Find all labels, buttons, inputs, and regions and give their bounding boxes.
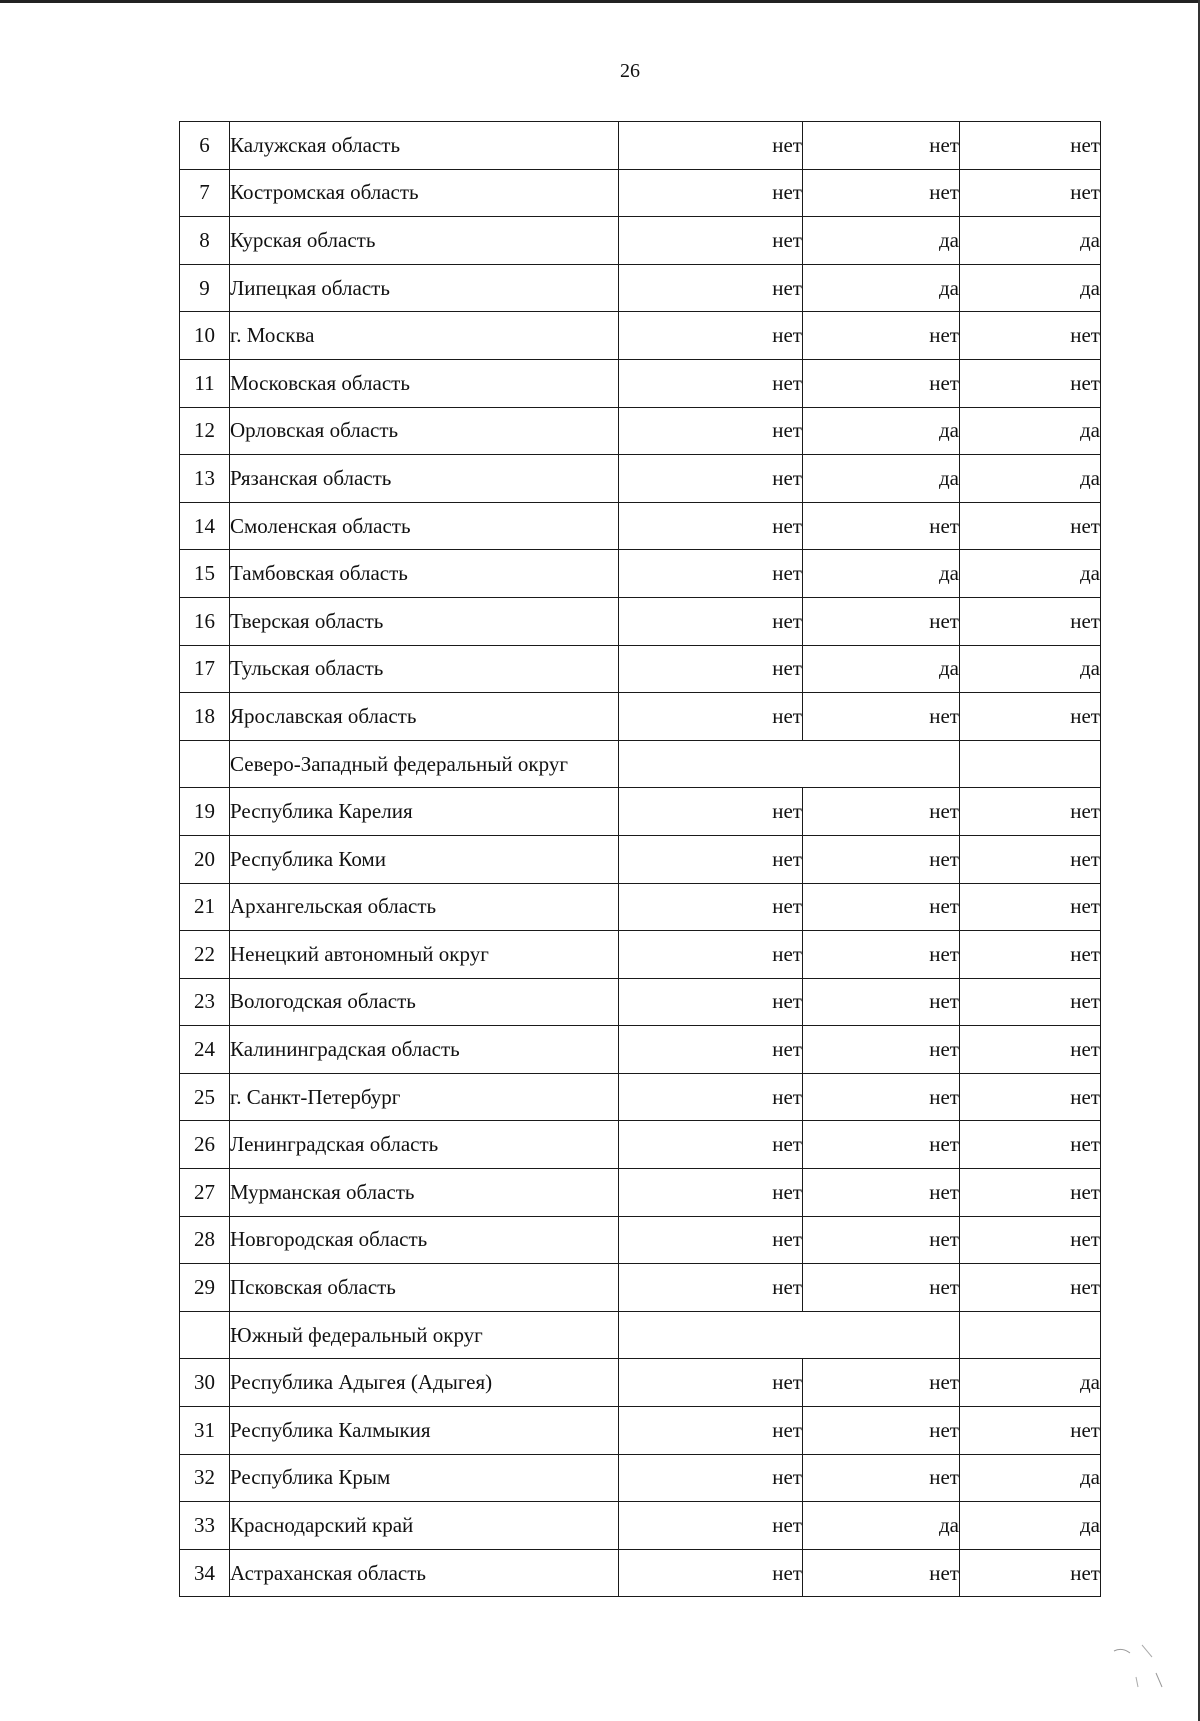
value-cell-3: нет bbox=[960, 169, 1101, 217]
section-empty-cell bbox=[619, 1311, 960, 1359]
regions-table bbox=[179, 121, 1101, 1597]
region-name: Тамбовская область bbox=[230, 550, 619, 598]
table-row bbox=[180, 502, 1101, 550]
value-cell-3: нет bbox=[960, 693, 1101, 741]
row-number: 25 bbox=[180, 1073, 230, 1121]
value-cell-1: нет bbox=[619, 978, 803, 1026]
region-name: Астраханская область bbox=[230, 1549, 619, 1597]
value-cell-2: да bbox=[803, 264, 960, 312]
value-cell-2: нет bbox=[803, 1264, 960, 1312]
value-cell-1: нет bbox=[619, 312, 803, 360]
row-number: 34 bbox=[180, 1549, 230, 1597]
region-name: Ненецкий автономный округ bbox=[230, 931, 619, 979]
table-row bbox=[180, 883, 1101, 931]
value-cell-2: нет bbox=[803, 835, 960, 883]
row-number: 19 bbox=[180, 788, 230, 836]
row-number: 31 bbox=[180, 1407, 230, 1455]
region-name: Ярославская область bbox=[230, 693, 619, 741]
section-empty-cell bbox=[619, 740, 960, 788]
table-row bbox=[180, 788, 1101, 836]
value-cell-1: нет bbox=[619, 597, 803, 645]
value-cell-1: нет bbox=[619, 455, 803, 503]
value-cell-1: нет bbox=[619, 931, 803, 979]
value-cell-3: нет bbox=[960, 122, 1101, 170]
value-cell-2: да bbox=[803, 550, 960, 598]
value-cell-2: нет bbox=[803, 1169, 960, 1217]
value-cell-2: нет bbox=[803, 122, 960, 170]
value-cell-1: нет bbox=[619, 835, 803, 883]
table-row bbox=[180, 1407, 1101, 1455]
value-cell-2: нет bbox=[803, 788, 960, 836]
value-cell-2: нет bbox=[803, 978, 960, 1026]
value-cell-3: да bbox=[960, 407, 1101, 455]
section-title: Северо-Западный федеральный округ bbox=[230, 740, 619, 788]
row-number: 16 bbox=[180, 597, 230, 645]
row-number: 29 bbox=[180, 1264, 230, 1312]
page-number: 26 bbox=[620, 60, 640, 82]
value-cell-3: нет bbox=[960, 788, 1101, 836]
table-row bbox=[180, 693, 1101, 741]
value-cell-3: да bbox=[960, 645, 1101, 693]
row-number: 21 bbox=[180, 883, 230, 931]
value-cell-3: да bbox=[960, 1359, 1101, 1407]
value-cell-2: нет bbox=[803, 1073, 960, 1121]
region-name: Республика Карелия bbox=[230, 788, 619, 836]
value-cell-3: да bbox=[960, 1454, 1101, 1502]
value-cell-2: нет bbox=[803, 1454, 960, 1502]
row-number: 32 bbox=[180, 1454, 230, 1502]
section-empty-cell bbox=[960, 740, 1101, 788]
value-cell-1: нет bbox=[619, 1454, 803, 1502]
table-row bbox=[180, 122, 1101, 170]
region-name: Курская область bbox=[230, 217, 619, 265]
region-name: Костромская область bbox=[230, 169, 619, 217]
table-row bbox=[180, 264, 1101, 312]
row-number: 27 bbox=[180, 1169, 230, 1217]
region-name: Республика Крым bbox=[230, 1454, 619, 1502]
row-number: 28 bbox=[180, 1216, 230, 1264]
section-number-cell bbox=[180, 1311, 230, 1359]
value-cell-1: нет bbox=[619, 1407, 803, 1455]
value-cell-2: нет bbox=[803, 1549, 960, 1597]
value-cell-3: нет bbox=[960, 312, 1101, 360]
value-cell-2: нет bbox=[803, 1407, 960, 1455]
table-row bbox=[180, 455, 1101, 503]
region-name: Смоленская область bbox=[230, 502, 619, 550]
value-cell-2: нет bbox=[803, 1121, 960, 1169]
value-cell-2: нет bbox=[803, 312, 960, 360]
value-cell-3: нет bbox=[960, 1121, 1101, 1169]
value-cell-1: нет bbox=[619, 1073, 803, 1121]
table-row bbox=[180, 931, 1101, 979]
section-empty-cell bbox=[960, 1311, 1101, 1359]
value-cell-3: нет bbox=[960, 502, 1101, 550]
value-cell-1: нет bbox=[619, 502, 803, 550]
value-cell-3: нет bbox=[960, 1216, 1101, 1264]
value-cell-2: нет bbox=[803, 597, 960, 645]
region-name: Краснодарский край bbox=[230, 1502, 619, 1550]
value-cell-2: нет bbox=[803, 169, 960, 217]
row-number: 12 bbox=[180, 407, 230, 455]
scan-artifact-mark bbox=[1112, 1643, 1172, 1693]
table-row bbox=[180, 1073, 1101, 1121]
region-name: Московская область bbox=[230, 359, 619, 407]
table-row bbox=[180, 407, 1101, 455]
value-cell-3: да bbox=[960, 264, 1101, 312]
value-cell-1: нет bbox=[619, 1026, 803, 1074]
row-number: 9 bbox=[180, 264, 230, 312]
region-name: Липецкая область bbox=[230, 264, 619, 312]
value-cell-2: нет bbox=[803, 1359, 960, 1407]
value-cell-1: нет bbox=[619, 788, 803, 836]
value-cell-1: нет bbox=[619, 1216, 803, 1264]
value-cell-1: нет bbox=[619, 645, 803, 693]
value-cell-2: нет bbox=[803, 931, 960, 979]
row-number: 8 bbox=[180, 217, 230, 265]
region-name: г. Санкт-Петербург bbox=[230, 1073, 619, 1121]
row-number: 30 bbox=[180, 1359, 230, 1407]
value-cell-3: нет bbox=[960, 931, 1101, 979]
value-cell-3: да bbox=[960, 1502, 1101, 1550]
value-cell-3: нет bbox=[960, 978, 1101, 1026]
value-cell-1: нет bbox=[619, 1169, 803, 1217]
table-row bbox=[180, 1502, 1101, 1550]
value-cell-1: нет bbox=[619, 1359, 803, 1407]
region-name: Псковская область bbox=[230, 1264, 619, 1312]
section-title: Южный федеральный округ bbox=[230, 1311, 619, 1359]
value-cell-1: нет bbox=[619, 264, 803, 312]
row-number: 24 bbox=[180, 1026, 230, 1074]
value-cell-1: нет bbox=[619, 169, 803, 217]
value-cell-2: нет bbox=[803, 1026, 960, 1074]
table-row bbox=[180, 1359, 1101, 1407]
region-name: Тверская область bbox=[230, 597, 619, 645]
region-name: г. Москва bbox=[230, 312, 619, 360]
region-name: Орловская область bbox=[230, 407, 619, 455]
row-number: 33 bbox=[180, 1502, 230, 1550]
value-cell-3: да bbox=[960, 455, 1101, 503]
value-cell-1: нет bbox=[619, 1264, 803, 1312]
table-row bbox=[180, 978, 1101, 1026]
value-cell-2: да bbox=[803, 1502, 960, 1550]
table-row bbox=[180, 1454, 1101, 1502]
value-cell-1: нет bbox=[619, 407, 803, 455]
section-row bbox=[180, 1311, 1101, 1359]
row-number: 7 bbox=[180, 169, 230, 217]
value-cell-3: нет bbox=[960, 1407, 1101, 1455]
value-cell-3: нет bbox=[960, 835, 1101, 883]
value-cell-2: нет bbox=[803, 883, 960, 931]
region-name: Мурманская область bbox=[230, 1169, 619, 1217]
row-number: 13 bbox=[180, 455, 230, 503]
region-name: Тульская область bbox=[230, 645, 619, 693]
table-row bbox=[180, 1216, 1101, 1264]
row-number: 17 bbox=[180, 645, 230, 693]
value-cell-3: нет bbox=[960, 883, 1101, 931]
section-number-cell bbox=[180, 740, 230, 788]
value-cell-1: нет bbox=[619, 883, 803, 931]
row-number: 20 bbox=[180, 835, 230, 883]
value-cell-3: нет bbox=[960, 1026, 1101, 1074]
region-name: Вологодская область bbox=[230, 978, 619, 1026]
table-row bbox=[180, 1169, 1101, 1217]
row-number: 6 bbox=[180, 122, 230, 170]
value-cell-1: нет bbox=[619, 693, 803, 741]
value-cell-1: нет bbox=[619, 1549, 803, 1597]
value-cell-2: нет bbox=[803, 502, 960, 550]
table-row bbox=[180, 1264, 1101, 1312]
row-number: 23 bbox=[180, 978, 230, 1026]
value-cell-2: нет bbox=[803, 1216, 960, 1264]
value-cell-3: нет bbox=[960, 597, 1101, 645]
table-row bbox=[180, 359, 1101, 407]
region-name: Республика Коми bbox=[230, 835, 619, 883]
region-name: Ленинградская область bbox=[230, 1121, 619, 1169]
regions-table-body bbox=[180, 122, 1101, 1597]
table-row bbox=[180, 169, 1101, 217]
value-cell-1: нет bbox=[619, 359, 803, 407]
section-row bbox=[180, 740, 1101, 788]
value-cell-3: нет bbox=[960, 1073, 1101, 1121]
value-cell-3: нет bbox=[960, 1549, 1101, 1597]
value-cell-3: да bbox=[960, 217, 1101, 265]
table-row bbox=[180, 1121, 1101, 1169]
region-name: Республика Адыгея (Адыгея) bbox=[230, 1359, 619, 1407]
table-row bbox=[180, 645, 1101, 693]
row-number: 18 bbox=[180, 693, 230, 741]
value-cell-1: нет bbox=[619, 122, 803, 170]
value-cell-1: нет bbox=[619, 550, 803, 598]
row-number: 11 bbox=[180, 359, 230, 407]
table-row bbox=[180, 835, 1101, 883]
table-row bbox=[180, 550, 1101, 598]
scan-edge-top bbox=[0, 0, 1200, 3]
value-cell-3: нет bbox=[960, 359, 1101, 407]
region-name: Республика Калмыкия bbox=[230, 1407, 619, 1455]
value-cell-1: нет bbox=[619, 217, 803, 265]
table-row bbox=[180, 312, 1101, 360]
row-number: 22 bbox=[180, 931, 230, 979]
region-name: Калужская область bbox=[230, 122, 619, 170]
region-name: Архангельская область bbox=[230, 883, 619, 931]
value-cell-2: нет bbox=[803, 693, 960, 741]
table-row bbox=[180, 1026, 1101, 1074]
row-number: 26 bbox=[180, 1121, 230, 1169]
row-number: 10 bbox=[180, 312, 230, 360]
value-cell-2: да bbox=[803, 407, 960, 455]
value-cell-2: да bbox=[803, 217, 960, 265]
value-cell-3: нет bbox=[960, 1169, 1101, 1217]
value-cell-1: нет bbox=[619, 1121, 803, 1169]
table-row bbox=[180, 1549, 1101, 1597]
value-cell-2: да bbox=[803, 645, 960, 693]
value-cell-2: нет bbox=[803, 359, 960, 407]
row-number: 14 bbox=[180, 502, 230, 550]
region-name: Рязанская область bbox=[230, 455, 619, 503]
value-cell-1: нет bbox=[619, 1502, 803, 1550]
value-cell-3: нет bbox=[960, 1264, 1101, 1312]
region-name: Калининградская область bbox=[230, 1026, 619, 1074]
value-cell-2: да bbox=[803, 455, 960, 503]
value-cell-3: да bbox=[960, 550, 1101, 598]
table-row bbox=[180, 217, 1101, 265]
row-number: 15 bbox=[180, 550, 230, 598]
region-name: Новгородская область bbox=[230, 1216, 619, 1264]
table-row bbox=[180, 597, 1101, 645]
